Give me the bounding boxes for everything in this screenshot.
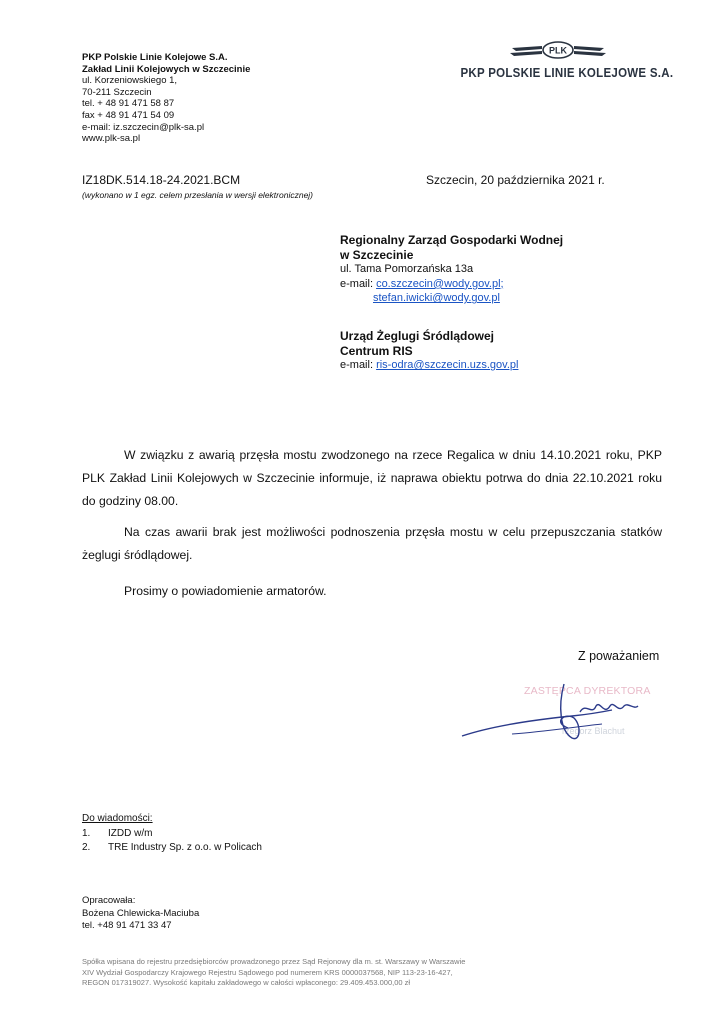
plk-emblem-icon [508, 38, 608, 64]
body-paragraph-2: Na czas awarii brak jest możliwości podnoszenia przęsła mostu w celu przepuszczania statków żeglugi śródlądowej. [82, 525, 662, 563]
cc-item-number: 2. [82, 842, 91, 854]
sender-block [82, 52, 250, 145]
footer-line-3: REGON 017319027. Wysokość kapitału zakładowego w całości wpłaconego: 29.409.453.000,00 zł [82, 978, 411, 987]
recipient-2-name-line1: Urząd Żeglugi Śródlądowej [340, 329, 495, 343]
place-date: Szczecin, 20 października 2021 r. [426, 173, 605, 187]
prepared-name: Bożena Chlewicka-Maciuba [82, 907, 200, 919]
logo-emblem-text: PLK [549, 45, 567, 56]
closing-regards: Z poważaniem [578, 649, 660, 663]
cc-item-text: TRE Industry Sp. z o.o. w Policach [108, 842, 262, 854]
prepared-label: Opracowała: [82, 895, 136, 906]
prepared-by-block [82, 895, 199, 933]
sender-city: 70-211 Szczecin [82, 86, 152, 98]
sender-street: ul. Korzeniowskiego 1, [82, 75, 178, 87]
sender-www: www.plk-sa.pl [82, 133, 141, 145]
recipient-1-email-label: e-mail: [340, 277, 377, 290]
recipient-1-email-link-2[interactable]: stefan.iwicki@wody.gov.pl [373, 292, 500, 305]
recipient-2 [340, 329, 518, 373]
recipient-1-email-link-1[interactable]: co.szczecin@wody.gov.pl; [376, 277, 504, 290]
company-logo [452, 38, 674, 80]
footer-line-2: XIV Wydział Gospodarczy Krajowego Rejestru Sądowego pod numerem KRS 0000037568, NIP 113-23-16-427, [82, 967, 453, 977]
logo-company-name: PKP POLSKIE LINIE KOLEJOWE S.A. [460, 66, 674, 80]
recipient-1-name-line2: w Szczecinie [340, 247, 414, 262]
recipient-2-name-line2: Centrum RIS [340, 343, 413, 358]
reference-number: IZ18DK.514.18-24.2021.BCM [82, 173, 241, 187]
handwritten-signature-icon [452, 676, 672, 756]
stamp-title: ZASTĘPCA DYREKTORA [524, 685, 651, 697]
sender-fax: fax + 48 91 471 54 09 [82, 109, 175, 121]
sender-phone: tel. + 48 91 471 58 87 [82, 98, 175, 110]
cc-title: Do wiadomości: [82, 813, 153, 824]
cc-item [82, 841, 262, 856]
sender-email: e-mail: iz.szczecin@plk-sa.pl [82, 121, 205, 133]
sender-company: PKP Polskie Linie Kolejowe S.A. [82, 52, 228, 63]
sender-unit: Zakład Linii Kolejowych w Szczecinie [82, 63, 251, 75]
prepared-phone: tel. +48 91 471 33 47 [82, 920, 172, 931]
recipient-2-email-link[interactable]: ris-odra@szczecin.uzs.gov.pl [376, 359, 519, 372]
cc-block [82, 812, 262, 856]
footer-line-1: Spółka wpisana do rejestru przedsiębiorców prowadzonego przez Sąd Rejonowy dla m. st. Warszawy w Warszawie [82, 957, 466, 966]
recipient-2-email-label: e-mail: [340, 359, 377, 372]
body-paragraph-3: Prosimy o powiadomienie armatorów. [124, 584, 327, 598]
cc-item-text: IZDD w/m [108, 827, 153, 839]
recipient-1-address: ul. Tama Pomorzańska 13a [340, 263, 474, 276]
stamp-name: rzegorz Blachut [562, 726, 625, 736]
cc-item-number: 1. [82, 827, 91, 839]
body-paragraph-1: W związku z awarią przęsła mostu zwodzonego na rzece Regalica w dniu 14.10.2021 roku, PKP PLK Zakład Linii Kolejowych w Szczecinie informuje, iż naprawa obiektu potrwa do dnia 22.10.2021 roku do godziny 08.00. [82, 448, 662, 509]
cc-item [82, 827, 262, 842]
footer-legal [82, 957, 662, 989]
reference-note: (wykonano w 1 egz. celem przesłania w wersji elektronicznej) [82, 190, 314, 200]
recipient-1 [340, 233, 563, 306]
recipient-1-name-line1: Regionalny Zarząd Gospodarki Wodnej [340, 233, 564, 247]
